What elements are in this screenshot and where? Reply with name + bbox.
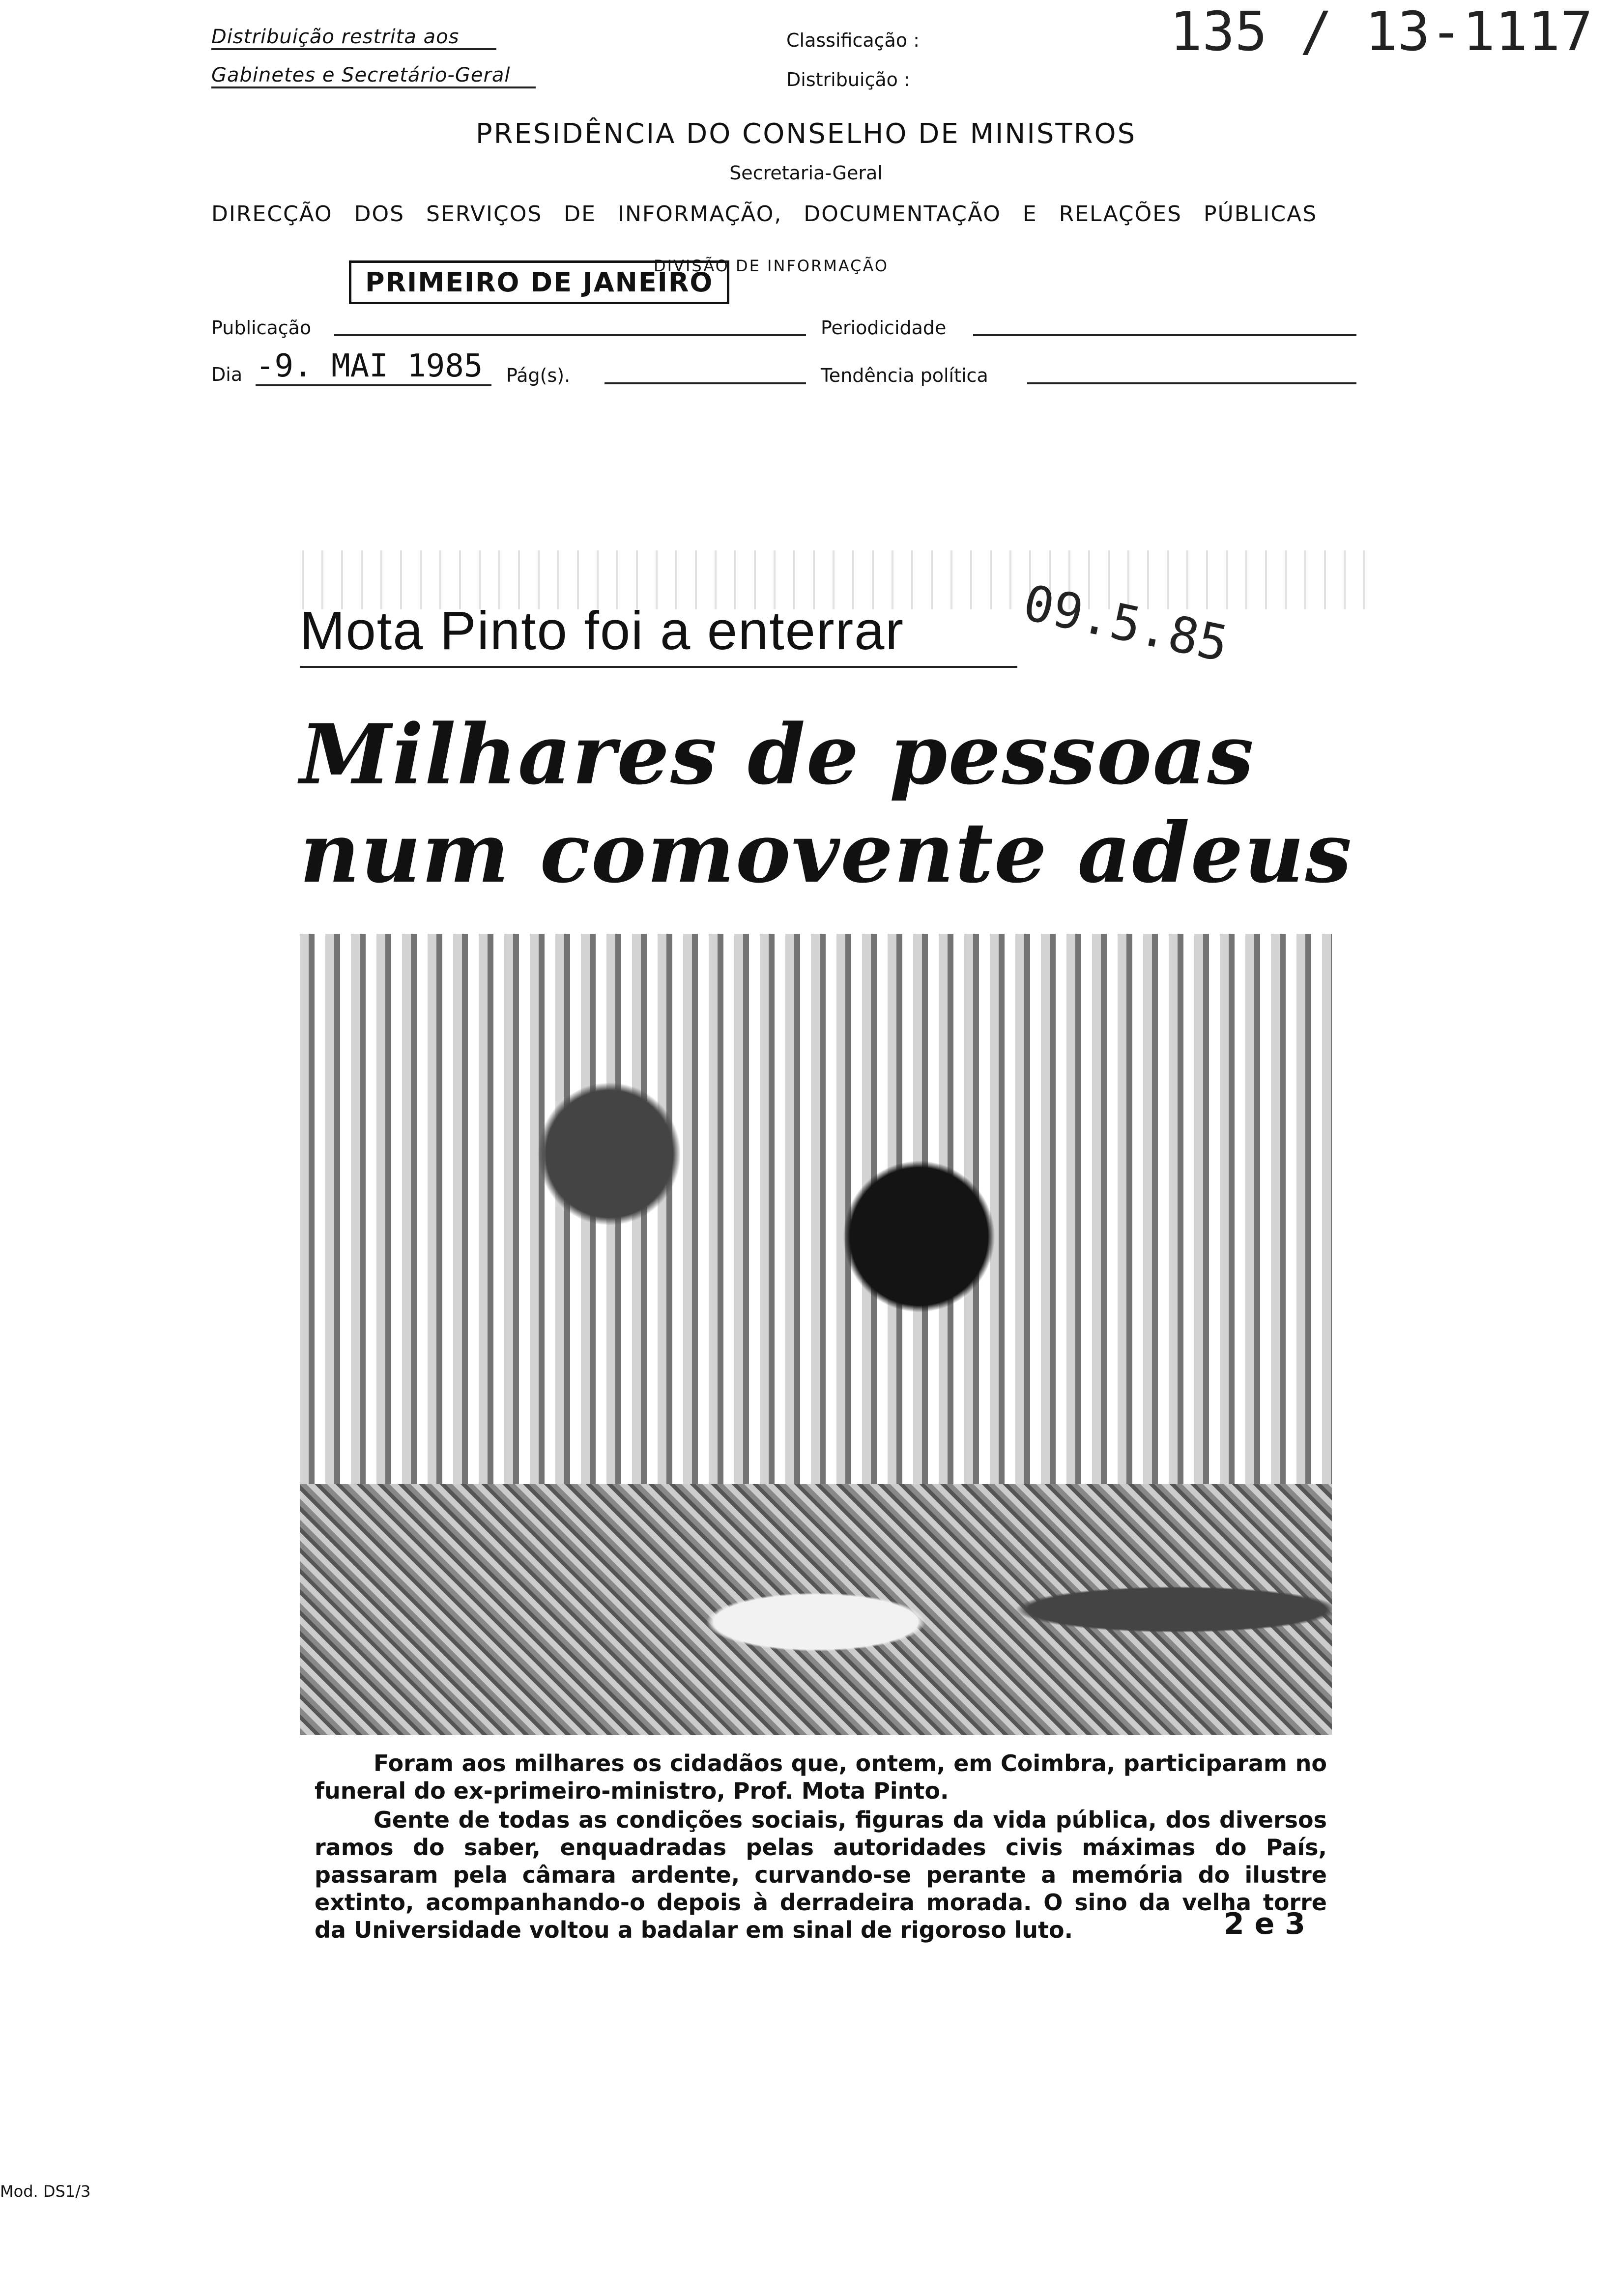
pages-field-line — [604, 382, 806, 384]
tendency-label: Tendência política — [821, 365, 988, 386]
classification-label: Classificação : — [786, 29, 920, 51]
tendency-field-line — [1027, 382, 1356, 384]
handwritten-date-note: 09.5.85 — [1018, 574, 1233, 673]
newspaper-clipping — [295, 550, 1376, 1966]
form-model: Mod. DS1/3 — [0, 2182, 91, 2201]
periodicity-field-line — [973, 334, 1356, 336]
org-subtitle: Secretaria-Geral — [729, 162, 883, 184]
article-kicker: Mota Pinto foi a enterrar — [300, 601, 905, 661]
publication-stamp: PRIMEIRO DE JANEIRO — [349, 260, 729, 304]
periodicity-label: Periodicidade — [821, 317, 947, 339]
day-label: Dia — [211, 364, 243, 385]
kicker-underline — [300, 666, 1017, 668]
distribution-label: Distribuição : — [786, 69, 910, 90]
publication-label: Publicação — [211, 317, 312, 339]
caption-paragraph-1: Foram aos milhares os cidadãos que, ontem, em Coimbra, participaram no funeral do ex-primeiro-ministro, Prof. Mota Pinto. — [315, 1750, 1327, 1804]
headline-line-2: num comovente adeus — [300, 804, 1353, 901]
org-title: PRESIDÊNCIA DO CONSELHO DE MINISTROS — [475, 118, 1137, 150]
caption-paragraph-2: Gente de todas as condições sociais, figuras da vida pública, dos diversos ramos do saber, enquadradas pelas autoridades civis máximas do País, passaram pela câmara ardente, curvando-se perante a memória do ilustre extinto, acompanhando-o depois à derradeira morada. O sino da velha torre da Universidade voltou a badalar em sinal de rigoroso luto. — [315, 1807, 1327, 1943]
publication-field-line — [334, 334, 806, 336]
distribution-line-2: Gabinetes e Secretário-Geral — [211, 64, 536, 88]
pages-label: Pág(s). — [506, 365, 571, 386]
directorate: DIRECÇÃO DOS SERVIÇOS DE INFORMAÇÃO, DOCUMENTAÇÃO E RELAÇÕES PÚBLICAS — [211, 201, 1318, 227]
funeral-crowd-photo — [300, 934, 1332, 1484]
date-stamp: -9. MAI 1985 — [256, 348, 491, 386]
page-reference: 2 e 3 — [1224, 1907, 1305, 1941]
division: DIVISÃO DE INFORMAÇÃO — [654, 257, 889, 275]
distribution-line-1: Distribuição restrita aos — [211, 26, 496, 50]
headline-line-1: Milhares de pessoas — [300, 706, 1255, 803]
mourners-photo — [300, 1484, 1332, 1735]
handwritten-reference: 135 / 13-1117 — [1170, 0, 1593, 63]
